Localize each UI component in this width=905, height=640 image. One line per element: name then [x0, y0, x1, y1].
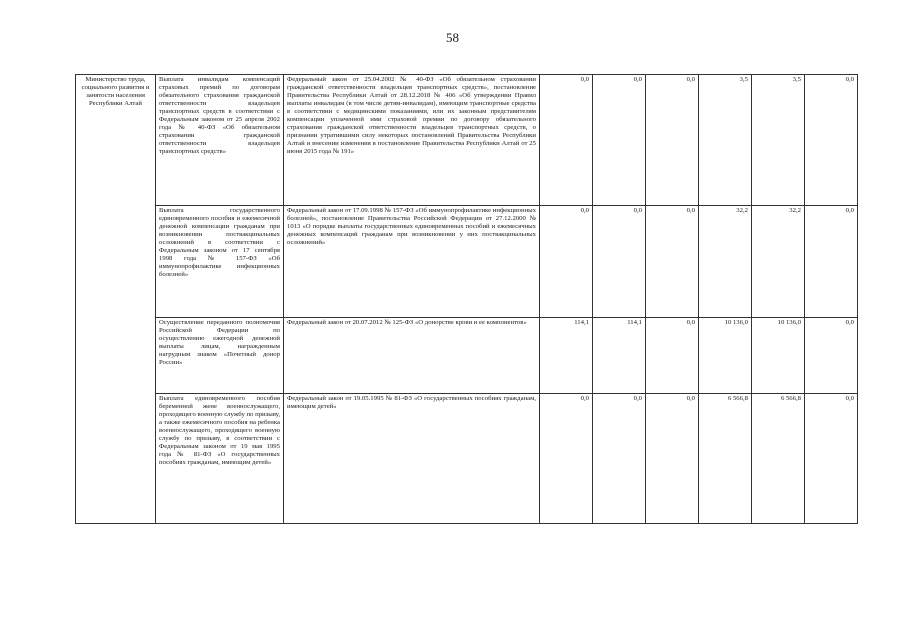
page-number: 58 — [446, 30, 459, 45]
table-row — [76, 75, 858, 206]
law-cell: Федеральный закон от 19.05.1995 № 81-ФЗ «О государственных пособиях гражданам, имеющим детей» — [284, 394, 540, 524]
description-cell: Выплата единовременного пособия беременной жене военнослужащего, проходящего военную службу по призыву, а также ежемесячного пособия на ребенка военнослужащего, проходящего военную службу по призыву, в соответствии с Федеральным законом от 19 мая 1995 года № 81-ФЗ «О государственных пособиях гражданам, имеющим детей» — [156, 394, 284, 524]
description-cell: Выплата государственного единовременного пособия и ежемесячной денежной компенсации гражданам при возникновении поствакцинальных осложнений в соответствии с Федеральным законом от 17 сентября 1998 года № 157-ФЗ «Об иммунопрофилактике инфекционных болезней» — [156, 206, 284, 318]
value-cell: 32,2 — [752, 206, 805, 318]
budget-table — [75, 74, 858, 524]
value-cell: 0,0 — [805, 206, 858, 318]
value-cell: 0,0 — [646, 206, 699, 318]
value-cell: 0,0 — [593, 394, 646, 524]
value-cell: 114,1 — [540, 318, 593, 394]
value-cell: 0,0 — [593, 206, 646, 318]
description-cell: Осуществление переданного полномочия Российской Федерации по осуществлению ежегодной денежной выплаты лицам, награжденным нагрудным знаком «Почетный донор России» — [156, 318, 284, 394]
value-cell: 6 566,8 — [752, 394, 805, 524]
value-cell: 0,0 — [646, 75, 699, 206]
value-cell: 0,0 — [805, 75, 858, 206]
value-cell: 0,0 — [805, 318, 858, 394]
law-cell: Федеральный закон от 17.09.1998 № 157-ФЗ «Об иммунопрофилактике инфекционных болезней», постановление Правительства Российской Федерации от 27.12.2000 № 1013 «О порядке выплаты государственных единовременных пособий и ежемесячных денежных компенсаций гражданам при возникновении у них поствакцинальных осложнений» — [284, 206, 540, 318]
value-cell: 6 566,8 — [699, 394, 752, 524]
value-cell: 10 136,0 — [699, 318, 752, 394]
ministry-cell: Министерство труда, социального развития и занятости населения Республики Алтай — [76, 75, 156, 524]
value-cell: 0,0 — [593, 75, 646, 206]
table-row — [76, 318, 858, 394]
value-cell: 3,5 — [699, 75, 752, 206]
value-cell: 10 136,0 — [752, 318, 805, 394]
value-cell: 0,0 — [540, 75, 593, 206]
value-cell: 0,0 — [540, 394, 593, 524]
value-cell: 0,0 — [805, 394, 858, 524]
description-cell: Выплата инвалидам компенсаций страховых премий по договорам обязательного страхования гражданской ответственности владельцев транспортных средств в соответствии с Федеральным законом от 25 апреля 2002 года № 40-ФЗ «Об обязательном страховании гражданской ответственности владельцев транспортных средств» — [156, 75, 284, 206]
law-cell: Федеральный закон от 20.07.2012 № 125-ФЗ «О донорстве крови и ее компонентов» — [284, 318, 540, 394]
table-row — [76, 206, 858, 318]
value-cell: 3,5 — [752, 75, 805, 206]
value-cell: 114,1 — [593, 318, 646, 394]
value-cell: 0,0 — [646, 318, 699, 394]
table-row — [76, 394, 858, 524]
value-cell: 0,0 — [540, 206, 593, 318]
law-cell: Федеральный закон от 25.04.2002 № 40-ФЗ «Об обязательном страховании гражданской ответственности владельцев транспортных средств», постановление Правительства Республики Алтай от 28.12.2018 № 406 «Об утверждении Правил выплаты инвалидам (в том числе детям-инвалидам), имеющим транспортные средства в соответствии с медицинскими показаниями, или их законным представителям компенсации уплаченной ими страховой премии по договору обязательного страхования гражданской ответственности владельцев транспортных средств, о признании утратившими силу некоторых постановлений Правительства Республики Алтай и внесении изменения в постановление Правительства Республики Алтай от 25 июня 2015 года № 191» — [284, 75, 540, 206]
value-cell: 0,0 — [646, 394, 699, 524]
value-cell: 32,2 — [699, 206, 752, 318]
